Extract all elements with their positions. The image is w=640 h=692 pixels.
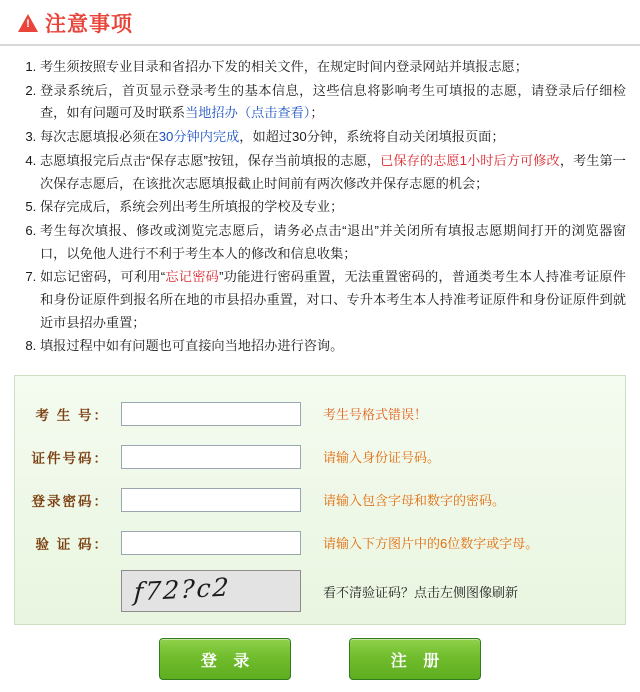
notice-item <box>40 126 626 149</box>
captcha-refresh-note: 看不清验证码？点击左侧图像刷新 <box>323 584 519 600</box>
form-row-captcha <box>15 521 625 564</box>
notice-text: 志愿填报完后点击“保存志愿”按钮，保存当前填报的志愿， <box>40 152 381 168</box>
notice-item <box>40 266 626 334</box>
id-number-input[interactable] <box>121 445 301 469</box>
warning-triangle-icon: ! <box>18 13 38 33</box>
hint-id-number: 请输入身份证号码。 <box>323 450 441 466</box>
action-buttons <box>0 638 640 680</box>
notice-text: 考生须按照专业目录和省招办下发的相关文件，在规定时间内登录网站并填报志愿； <box>40 59 528 74</box>
exam-number-input[interactable] <box>121 402 301 426</box>
notice-header <box>0 6 640 46</box>
notice-list <box>0 46 640 363</box>
notice-text: ”功能进行密码重置，无法重置密码的，普通类考生本人持准考证原件和身份证原件到报名所在地的市县招办重置，对口、专升本考生本人持准考证原件和身份证原件到就近市县招办重置； <box>40 269 626 330</box>
notice-text: 填报过程中如有问题也可直接向当地招办进行咨询。 <box>40 338 344 354</box>
notice-text: 保存完成后，系统会列出考生所填报的学校及专业； <box>40 199 344 215</box>
captcha-image[interactable] <box>121 570 301 612</box>
notice-text: 每次志愿填报必须在 <box>40 129 159 145</box>
register-button[interactable]: 注 册 <box>349 638 481 680</box>
form-row-password <box>15 478 625 521</box>
label-captcha: 验 证 码： <box>35 536 109 552</box>
label-exam-number: 考 生 号： <box>35 407 109 423</box>
notice-text: 考生每次填报、修改或浏览完志愿后，请务必点击“退出”并关闭所有填报志愿期间打开的浏览器窗口，以免他人进行不利于考生本人的修改和信息收集； <box>40 222 626 261</box>
captcha-image-text: f72?c2 <box>133 572 232 607</box>
login-button[interactable]: 登 录 <box>159 638 291 680</box>
notice-text: 登录系统后，首页显示登录考生的基本信息，这些信息将影响考生可填报的志愿，请登录后仔细检查，如有问题可及时联系 <box>40 82 626 121</box>
notice-item <box>40 196 626 219</box>
page-title: 注意事项 <box>45 13 133 36</box>
hint-exam-number: 考生号格式错误！ <box>323 407 428 423</box>
notice-item <box>40 150 626 195</box>
hint-captcha: 请输入下方图片中的6位数字或字母。 <box>323 536 539 552</box>
login-form-panel <box>14 375 626 625</box>
notice-text: 如忘记密码，可利用“ <box>40 269 166 285</box>
captcha-input[interactable] <box>121 531 301 555</box>
notice-item <box>40 80 626 125</box>
form-row-id-number <box>15 435 625 478</box>
captcha-row <box>15 564 625 618</box>
notice-text: ，考生第一次保存志愿后，在该批次志愿填报截止时间前有两次修改并保存志愿的机会； <box>40 152 626 191</box>
notice-item <box>40 335 626 358</box>
password-input[interactable] <box>121 488 301 512</box>
local-admissions-link[interactable]: 当地招办 <box>185 105 238 121</box>
notice-item <box>40 56 626 79</box>
hint-password: 请输入包含字母和数字的密码。 <box>323 493 506 509</box>
notice-text: ，如超过30分钟，系统将自动关闭填报页面； <box>239 129 505 145</box>
notice-ordered-list <box>14 56 626 358</box>
notice-text: 30分钟内完成 <box>158 129 240 145</box>
notice-item <box>40 220 626 265</box>
click-to-view-link[interactable]: （点击查看） <box>237 105 311 121</box>
notice-text: 忘记密码 <box>165 269 220 285</box>
notice-text: ； <box>310 105 324 121</box>
label-password: 登录密码： <box>31 493 109 509</box>
label-id-number: 证件号码： <box>31 450 109 466</box>
notice-text: 已保存的志愿1小时后方可修改 <box>380 152 560 168</box>
form-row-exam-number <box>15 392 625 435</box>
